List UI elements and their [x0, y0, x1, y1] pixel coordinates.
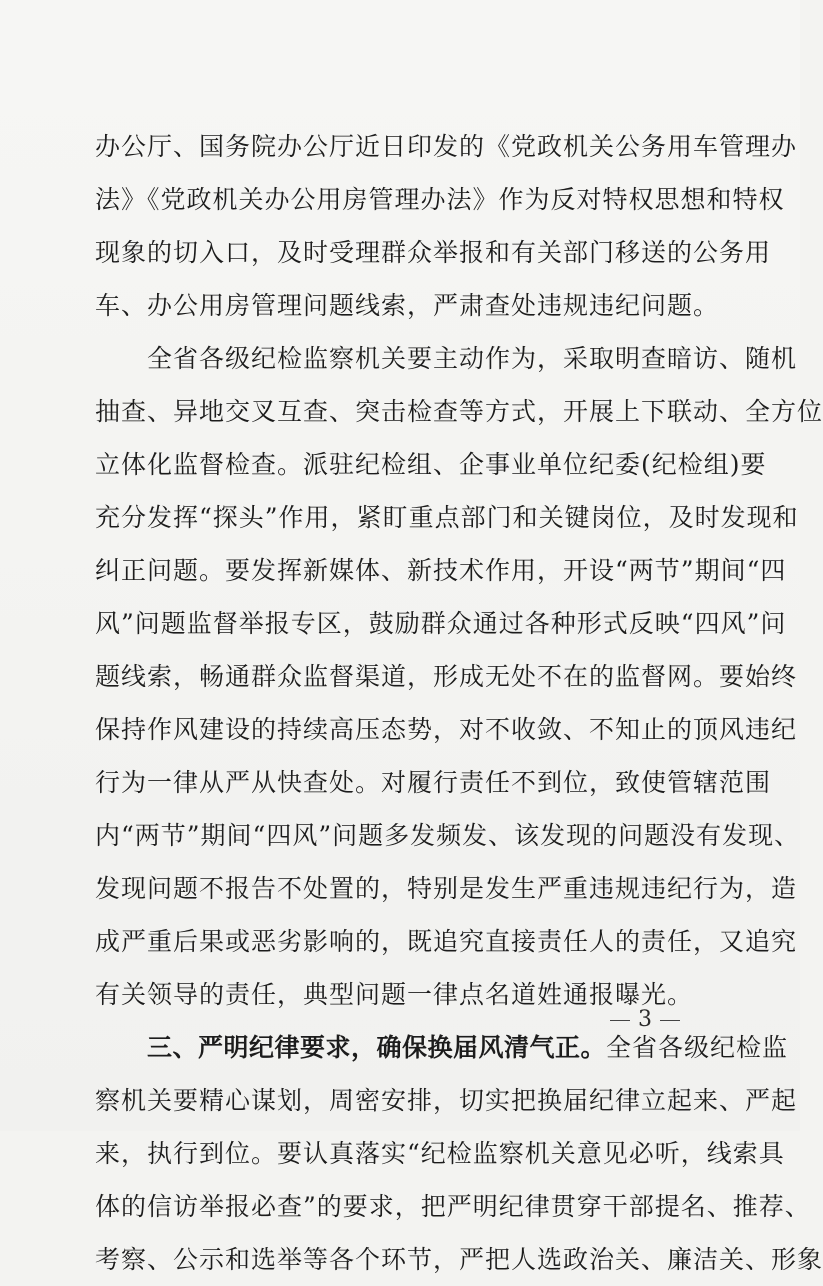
page-number-dash-left — [610, 1020, 630, 1021]
text-line: 行为一律从严从快查处。对履行责任不到位，致使管辖范围 — [95, 768, 772, 797]
page-number-value: 3 — [638, 1007, 652, 1032]
text-line: 有关领导的责任，典型问题一律点名道姓通报曝光。 — [95, 980, 694, 1009]
text-line: 立体化监督检查。派驻纪检组、企事业单位纪委(纪检组)要 — [95, 450, 767, 479]
body-text — [95, 120, 823, 1286]
text-line: 保持作风建设的持续高压态势，对不收敛、不知止的顶风违纪 — [95, 715, 798, 744]
page-number — [600, 1000, 690, 1040]
page-number-dash-right — [660, 1020, 680, 1021]
text-line: 办公厅、国务院办公厅近日印发的《党政机关公务用车管理办 — [95, 132, 798, 161]
text-line: 内“两节”期间“四风”问题多发频发、该发现的问题没有发现、 — [95, 821, 801, 850]
text-line: 法》《党政机关办公用房管理办法》作为反对特权思想和特权 — [95, 185, 785, 214]
section-3-heading: 三、严明纪律要求，确保换届风清气正。 — [147, 1033, 607, 1062]
text-line: 发现问题不报告不处置的，特别是发生严重违规违纪行为，造 — [95, 874, 798, 903]
text-line: 现象的切入口，及时受理群众举报和有关部门移送的公务用 — [95, 238, 772, 267]
text-line: 来，执行到位。要认真落实“纪检监察机关意见必听，线索具 — [95, 1139, 785, 1168]
text-line: 风”问题监督举报专区，鼓励群众通过各种形式反映“四风”问 — [95, 609, 787, 638]
text-line: 充分发挥“探头”作用，紧盯重点部门和关键岗位，及时发现和 — [95, 503, 799, 532]
section-3-heading-tail: 全省各级纪检监 — [606, 1033, 789, 1062]
text-line: 纠正问题。要发挥新媒体、新技术作用，开设“两节”期间“四 — [95, 556, 787, 585]
text-line: 体的信访举报必查”的要求，把严明纪律贯穿干部提名、推荐、 — [95, 1192, 811, 1221]
text-line: 成严重后果或恶劣影响的，既追究直接责任人的责任，又追究 — [95, 927, 798, 956]
text-line: 察机关要精心谋划，周密安排，切实把换届纪律立起来、严起 — [95, 1086, 798, 1115]
text-line: 全省各级纪检监察机关要主动作为，采取明查暗访、随机 — [147, 344, 798, 373]
text-line: 抽查、异地交叉互查、突击检查等方式，开展上下联动、全方位 — [95, 397, 823, 426]
text-line: 题线索，畅通群众监督渠道，形成无处不在的监督网。要始终 — [95, 662, 798, 691]
text-line: 车、办公用房管理问题线索，严肃查处违规违纪问题。 — [95, 291, 720, 320]
text-line: 考察、公示和选举等各个环节，严把人选政治关、廉洁关、形象 — [95, 1245, 823, 1274]
